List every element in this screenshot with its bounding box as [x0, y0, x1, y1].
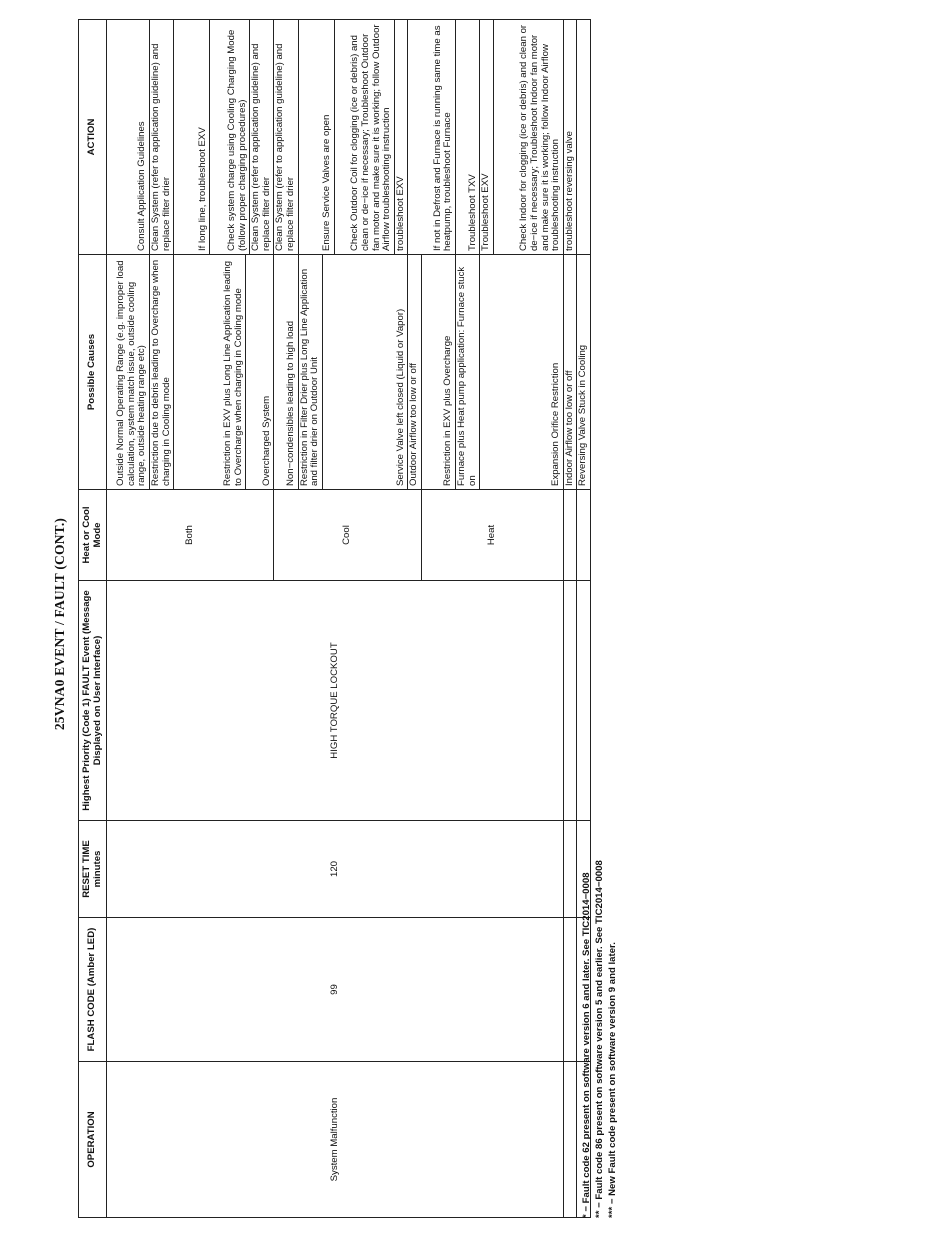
header-possible-causes: Possible Causes — [79, 255, 107, 490]
mode-heat-cell: Heat — [421, 490, 563, 581]
fault-message-cell: HIGH TORQUE LOCKOUT — [107, 581, 564, 821]
cause-cell: Expansion Orifice Restriction — [480, 255, 564, 490]
cause-cell: Overcharged System — [246, 255, 274, 490]
footnotes — [580, 860, 619, 1218]
empty-cell — [577, 581, 591, 821]
fault-table — [78, 19, 591, 1218]
operation-cell: System Malfunction — [107, 1062, 564, 1218]
action-cell: Troubleshoot EXV — [480, 20, 494, 255]
header-flash-code: FLASH CODE (Amber LED) — [79, 918, 107, 1062]
header-action: ACTION — [79, 20, 107, 255]
header-row — [79, 20, 107, 1218]
flash-code-cell: 99 — [107, 918, 564, 1062]
action-cell: Check Indoor for clogging (ice or debris) and clean or de−ice if necessary; Troubleshoot Indoor fan motor and make sure it is working; follow Indoor Airflow troubleshooting instruction — [493, 20, 563, 255]
cause-cell: Outdoor Airflow too low or off — [408, 255, 422, 490]
empty-cell — [577, 20, 591, 255]
header-highest-priority: Highest Priority (Code 1) FAULT Event (Message Displayed on User Interface) — [79, 581, 107, 821]
empty-cell — [563, 1062, 577, 1218]
action-cell: Clean System (refer to application guideline) and replace filter drier — [250, 20, 274, 255]
action-cell: troubleshoot EXV — [394, 20, 408, 255]
action-cell: Check Outdoor Coil for clogging (ice or debris) and clean or de−ice if necessary; Troubleshoot Outdoor fan motor and make sure it is working; follow Outdoor Airflow troubleshooting instruction — [334, 20, 394, 255]
page-title: 25VNA0 EVENT / FAULT (CONT.) — [52, 517, 67, 731]
action-cell: Troubleshoot TXV — [455, 20, 479, 255]
empty-cell — [563, 581, 577, 821]
action-cell: If not in Defrost and Furnace is running same time as heatpump, troubleshoot Furnace — [408, 20, 456, 255]
empty-cell — [563, 490, 577, 581]
footnote: *** − New Fault code present on software version 9 and later. — [607, 942, 618, 1218]
cause-cell: Restriction in EXV plus Long Line Application leading to Overcharge when charging in Cooling mode — [174, 255, 246, 490]
cause-cell: Restriction in EXV plus Overcharge — [421, 255, 455, 490]
cause-cell: Restriction due to debris leading to Overcharge when charging in Cooling mode — [150, 255, 174, 490]
action-cell: troubleshoot reversing valve — [563, 20, 577, 255]
cause-cell: Furnace plus Heat pump application: Furnace stuck on — [455, 255, 479, 490]
action-cell: If long line, troubleshoot EXV — [174, 20, 210, 255]
footnote: ** − Fault code 86 present on software version 5 and earlier. See TIC2014−0008 — [594, 860, 605, 1218]
cause-cell: Reversing Valve Stuck in Cooling — [577, 255, 591, 490]
mode-both-cell: Both — [107, 490, 274, 581]
reset-time-cell: 120 — [107, 821, 564, 918]
cause-cell: Non−condensibles leading to high load — [274, 255, 298, 490]
cause-cell: Indoor Airflow too low or off — [563, 255, 577, 490]
action-cell: Clean System (refer to application guideline) and replace filter drier — [274, 20, 298, 255]
empty-cell — [563, 821, 577, 918]
cause-cell: Restriction in Filter Drier plus Long Line Application and filter drier on Outdoor Unit — [298, 255, 322, 490]
action-cell: Clean System (refer to application guideline) and replace filter drier — [150, 20, 174, 255]
mode-cool-cell: Cool — [274, 490, 422, 581]
empty-cell — [577, 490, 591, 581]
header-reset-time: RESET TIME minutes — [79, 821, 107, 918]
cause-cell: Service Valve left closed (Liquid or Vapor) — [322, 255, 408, 490]
cause-cell: Outside Normal Operating Range (e.g. improper load calculation, system match issue, outside cooling range, outside heating range etc) — [107, 255, 150, 490]
header-mode: Heat or Cool Mode — [79, 490, 107, 581]
header-operation: OPERATION — [79, 1062, 107, 1218]
table-row — [563, 20, 577, 1218]
action-cell: Consult Application Guidelines — [107, 20, 150, 255]
footnote: * − Fault code 62 present on software version 6 and later. See TIC2014−0008 — [581, 872, 592, 1218]
action-cell: Check system charge using Cooling Charging Mode (follow proper charging procedures) — [210, 20, 250, 255]
action-cell: Ensure Service Valves are open — [298, 20, 334, 255]
empty-cell — [563, 918, 577, 1062]
table-row — [107, 20, 150, 1218]
